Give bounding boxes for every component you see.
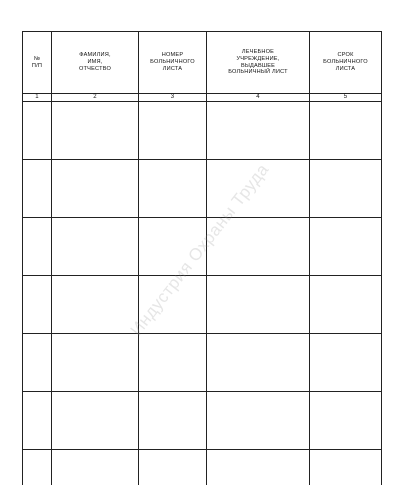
table-cell[interactable] [139,334,207,392]
table-cell[interactable] [207,160,310,218]
header-medical-institution: ЛЕЧЕБНОЕ УЧРЕЖДЕНИЕ, ВЫДАВШЕЕ БОЛЬНИЧНЫЙ ЛИСТ [207,32,310,94]
header-sick-leave-period: СРОК БОЛЬНИЧНОГО ЛИСТА [310,32,382,94]
table-cell[interactable] [52,102,139,160]
table-cell[interactable] [23,392,52,450]
table-cell[interactable] [52,334,139,392]
column-number: 4 [207,94,310,102]
register-table [22,31,382,485]
table-cell[interactable] [310,218,382,276]
table-cell[interactable] [139,276,207,334]
table-cell[interactable] [207,334,310,392]
column-number-row [23,94,382,102]
table-cell[interactable] [310,276,382,334]
header-full-name: ФАМИЛИЯ, ИМЯ, ОТЧЕСТВО [52,32,139,94]
table-cell[interactable] [207,392,310,450]
header-number: № П/П [23,32,52,94]
table-row [23,450,382,485]
table-cell[interactable] [52,218,139,276]
table-cell[interactable] [139,218,207,276]
column-number: 1 [23,94,52,102]
table-cell[interactable] [310,334,382,392]
watermark-text: Индустрия Охраны Труда [126,160,273,340]
table-row [23,392,382,450]
table-cell[interactable] [23,334,52,392]
table-cell[interactable] [139,102,207,160]
table-cell[interactable] [207,218,310,276]
table-cell[interactable] [23,102,52,160]
table-header-row [23,32,382,94]
table-cell[interactable] [207,276,310,334]
header-sick-leave-number: НОМЕР БОЛЬНИЧНОГО ЛИСТА [139,32,207,94]
table-cell[interactable] [52,160,139,218]
column-number: 2 [52,94,139,102]
table-cell[interactable] [52,450,139,485]
table-cell[interactable] [52,276,139,334]
table-cell[interactable] [139,160,207,218]
table-cell[interactable] [23,276,52,334]
table-cell[interactable] [310,160,382,218]
table-cell[interactable] [139,392,207,450]
table-cell[interactable] [310,450,382,485]
table-cell[interactable] [52,392,139,450]
table-cell[interactable] [207,102,310,160]
table-cell[interactable] [23,218,52,276]
column-number: 3 [139,94,207,102]
table-row [23,160,382,218]
table-cell[interactable] [23,160,52,218]
column-number: 5 [310,94,382,102]
table-row [23,276,382,334]
table-row [23,102,382,160]
table-cell[interactable] [23,450,52,485]
table-cell[interactable] [139,450,207,485]
table-row [23,218,382,276]
table-cell[interactable] [310,102,382,160]
table-cell[interactable] [310,392,382,450]
table-cell[interactable] [207,450,310,485]
table-row [23,334,382,392]
